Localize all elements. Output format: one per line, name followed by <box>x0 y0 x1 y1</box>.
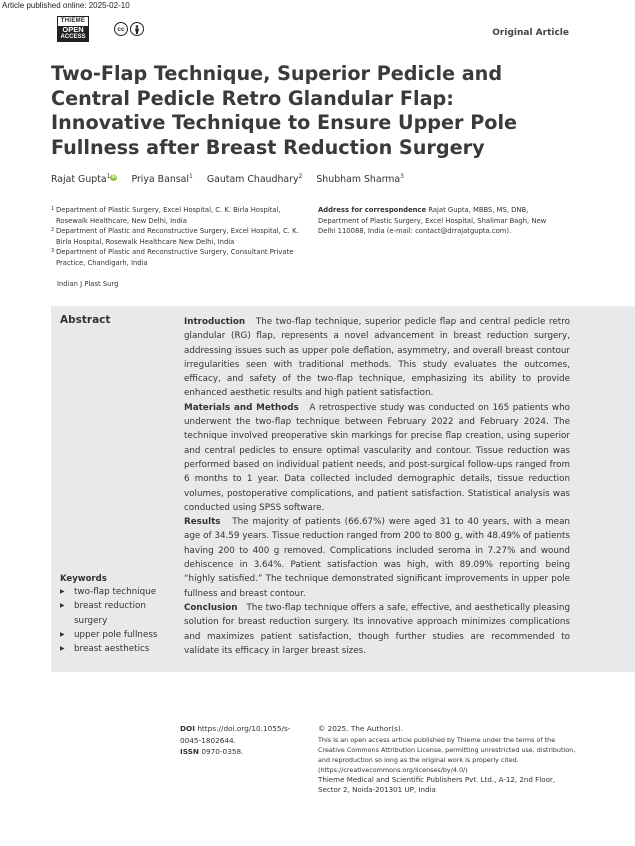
affiliation-item <box>51 226 311 247</box>
keyword-item[interactable] <box>60 628 180 642</box>
article-type-label: Original Article <box>492 28 569 38</box>
keyword-text: breast reduction surgery <box>74 601 146 626</box>
publisher-address: Thieme Medical and Scientific Publishers Pvt. Ltd., A-12, 2nd Floor, Sector 2, Noida-201301 UP, India <box>318 774 556 794</box>
affiliation-item <box>51 205 311 226</box>
author-name[interactable]: Gautam Chaudhary <box>206 174 299 186</box>
author-name[interactable]: Priya Bansal <box>131 174 190 186</box>
keyword-item[interactable] <box>60 599 180 628</box>
author-affil-ref: 2 <box>298 173 303 180</box>
section-text: The two-flap technique, superior pedicle flap and central pedicle retro glandular (RG) flap, represents a novel advancement in breast reduction surgery, addressing issues such as upper pole deflation, asymmetry, and overall breast contour irregularities seen with traditional methods. This study evaluates the outcomes, efficacy, and safety of the two-flap technique, emphasizing its ability to provide enhanced aesthetic results and high patient satisfaction. <box>184 317 570 399</box>
issn-value: 0970-0358. <box>201 747 244 757</box>
published-date-line: Article published online: 2025-02-10 <box>2 1 130 10</box>
affiliation-text: Department of Plastic and Reconstructive Surgery, Consultant Private Practice, Chandigarh, India <box>56 248 294 267</box>
orcid-icon[interactable]: iD <box>111 174 117 180</box>
affiliation-number: 3 <box>51 248 55 255</box>
license-block <box>318 723 578 795</box>
keywords-list <box>60 574 180 656</box>
thieme-open-access-logo[interactable] <box>57 16 89 42</box>
section-heading: Conclusion <box>184 602 238 613</box>
triangle-bullet-icon: ▶ <box>60 645 65 653</box>
abstract-body <box>184 315 570 658</box>
doi-link[interactable]: https://doi.org/10.1055/s-0045-1802644. <box>180 724 291 745</box>
person-icon <box>130 22 144 36</box>
abstract-section-introduction <box>184 315 570 401</box>
affiliations <box>51 205 311 269</box>
section-heading: Introduction <box>184 317 246 327</box>
affiliation-item <box>51 247 311 268</box>
author-list <box>51 173 404 185</box>
correspondence-address <box>318 205 563 237</box>
cc-icon: cc <box>114 22 128 36</box>
license-text: This is an open access article published by Thieme under the terms of the Creative Commons Attribution License, permitting unrestricted use, distribution, and reproduction so long as the original work is properly cited. (https://creativecommons.org/licenses/by/4.0/) <box>318 735 576 774</box>
correspondence-text: Rajat Gupta, MBBS, MS, DNB, Department of Plastic Surgery, Excel Hospital, Shalimar Bagh, New Delhi 110088, India (e-mail: contact@drrajatgupta.com). <box>318 206 547 236</box>
section-text: The two-flap technique offers a safe, effective, and aesthetically pleasing solution for breast reduction surgery. Its innovative approach minimizes complications and maximizes patient satisfaction, though further studies are recommended to validate its efficacy in larger breast sizes. <box>184 602 570 656</box>
author-affil-ref: 1 <box>106 173 111 180</box>
affiliation-text: Department of Plastic Surgery, Excel Hospital, C. K. Birla Hospital, Rosewalk Healthcare, New Delhi, India <box>56 206 281 225</box>
section-text: A retrospective study was conducted on 165 patients who underwent the two-flap technique between February 2022 and February 2024. The technique involved preoperative skin markings for precise flap creation, using superior and central pedicles to ensure optimal vascularity and contour. Tissue reduction was performed based on individual patient needs, and post-surgical follow-ups ranged from 6 months to 1 year. Data collected included demographic details, tissue reduction volumes, postoperative complications, and patient satisfaction. Statistical analysis was conducted using SPSS software. <box>184 402 570 513</box>
triangle-bullet-icon: ▶ <box>60 630 65 638</box>
affiliation-number: 1 <box>51 206 55 212</box>
section-text: The majority of patients (66.67%) were aged 31 to 40 years, with a mean age of 34.59 years. Tissue reduction ranged from 200 to 800 g, with 48.49% of patients having 200 to 400 g removed. Complications included seroma in 7.27% and wound dehiscence in 3.64%. Patient satisfaction was high, with 89.09% reporting being “highly satisfied.” The technique demonstrated significant improvements in upper pole fullness and breast contour. <box>184 517 570 599</box>
author-affil-ref: 3 <box>400 173 404 180</box>
author-name[interactable]: Rajat Gupta <box>51 174 107 186</box>
abstract-heading: Abstract <box>60 314 111 326</box>
article-title: Two-Flap Technique, Superior Pedicle and Central Pedicle Retro Glandular Flap: Innovative Technique to Ensure Upper Pole Fullness after Breast Reduction Surgery <box>51 62 518 159</box>
abstract-section-methods <box>184 401 570 515</box>
issn-label: ISSN <box>180 747 200 757</box>
affiliation-number: 2 <box>51 227 55 234</box>
issn-line <box>180 746 300 758</box>
keywords-heading: Keywords <box>60 574 107 584</box>
logo-text-access: ACCESS <box>58 34 88 41</box>
journal-name: Indian J Plast Surg <box>57 280 119 288</box>
affiliation-text: Department of Plastic and Reconstructive Surgery, Excel Hospital, C. K. Birla Hospital, Rosewalk Healthcare New Delhi, India <box>56 227 299 246</box>
section-heading: Results <box>184 517 221 528</box>
creative-commons-badge[interactable] <box>114 22 144 38</box>
doi-line <box>180 723 300 746</box>
abstract-section-conclusion <box>184 601 570 658</box>
author-affil-ref: 1 <box>189 173 193 180</box>
abstract-panel <box>51 306 635 672</box>
logo-text-thieme: THIEME <box>60 18 86 24</box>
keyword-text: upper pole fullness <box>74 629 158 640</box>
keyword-text: two-flap technique <box>74 587 157 597</box>
abstract-section-results <box>184 515 570 601</box>
doi-block <box>180 723 300 758</box>
correspondence-label: Address for correspondence <box>318 206 427 214</box>
logo-text-open: OPEN <box>58 26 88 34</box>
keyword-item[interactable] <box>60 642 180 656</box>
copyright-line: © 2025. The Author(s). <box>318 724 404 733</box>
section-heading: Materials and Methods <box>184 402 299 413</box>
triangle-bullet-icon: ▶ <box>60 602 65 610</box>
keyword-text: breast aesthetics <box>74 644 150 655</box>
triangle-bullet-icon: ▶ <box>60 588 65 595</box>
author-name[interactable]: Shubham Sharma <box>316 174 401 186</box>
doi-label: DOI <box>180 724 195 733</box>
keyword-item[interactable] <box>60 585 180 599</box>
